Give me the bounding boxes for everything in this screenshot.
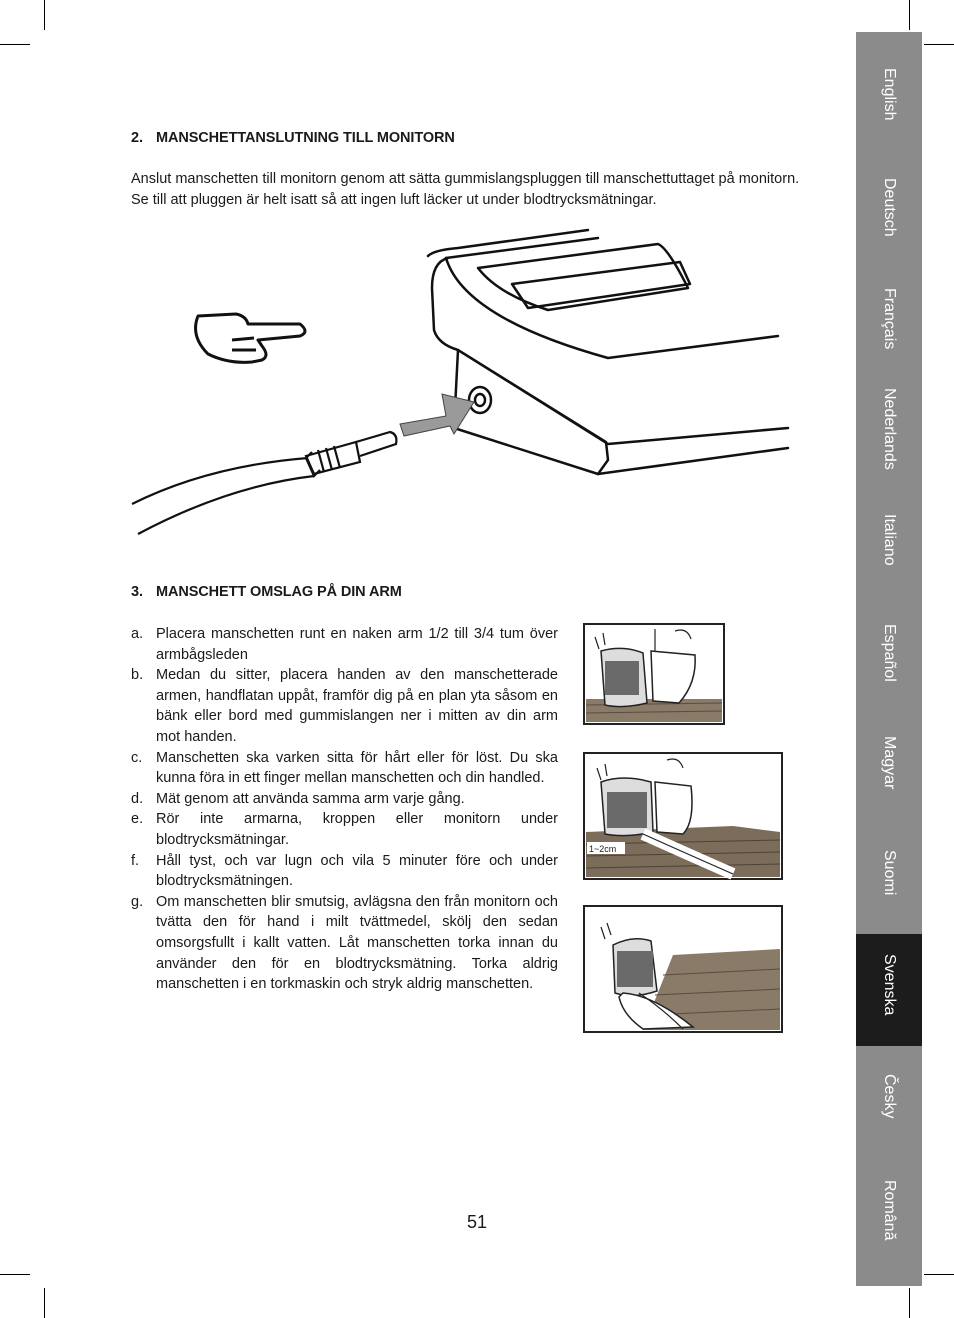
tab-label: Suomi [881, 850, 898, 896]
section-3-title: MANSCHETT OMSLAG PÅ DIN ARM [156, 584, 402, 600]
tab-francais[interactable] [856, 282, 922, 394]
list-item-text: Håll tyst, och var lugn och vila 5 minuter före och under blodtrycksmätningen. [156, 852, 558, 890]
section-3-number: 3. [131, 584, 143, 600]
cuff-placement-figure-2 [583, 752, 783, 880]
list-item [131, 624, 558, 665]
cuff-placement-figure-3 [583, 905, 783, 1033]
tab-italiano[interactable] [856, 508, 922, 620]
tab-label: Deutsch [881, 178, 898, 237]
tab-nederlands[interactable] [856, 382, 922, 494]
list-marker: b. [131, 667, 144, 684]
list-item [131, 851, 558, 892]
section-3-heading [131, 584, 402, 600]
list-marker: c. [131, 749, 143, 766]
list-marker: d. [131, 790, 144, 807]
cuff-placement-figure-1 [583, 623, 725, 725]
crop-mark [0, 1274, 30, 1275]
section-2-title: MANSCHETTANSLUTNING TILL MONITORN [156, 130, 455, 146]
section-2-number: 2. [131, 130, 143, 146]
tab-label: Français [881, 288, 898, 350]
list-marker: f. [131, 852, 140, 869]
tab-english[interactable] [856, 62, 922, 174]
page-number: 51 [466, 1212, 488, 1232]
tab-cesky[interactable] [856, 1068, 922, 1180]
list-item-text: Medan du sitter, placera handen av den manschetterade armen, handflatan uppåt, framför dig på en plan yta såsom en bänk eller bord med gummislangen ner i mitten av din arm mot handen. [156, 667, 558, 745]
instruction-list [131, 624, 558, 995]
list-item-text: Manschetten ska varken sitta för hårt eller för löst. Du ska kunna föra in ett finger mellan manschetten och din handled. [156, 749, 558, 787]
list-item-text: Mät genom att använda samma arm varje gång. [156, 790, 465, 807]
list-marker: e. [131, 811, 144, 828]
crop-mark [924, 1274, 954, 1275]
tab-espanol[interactable] [856, 618, 922, 730]
crop-mark [0, 44, 30, 45]
tab-label: Svenska [881, 954, 898, 1016]
tab-label: Česky [881, 1074, 898, 1119]
crop-mark [44, 0, 45, 30]
section-2-text: Anslut manschetten till monitorn genom att sätta gummislangspluggen till manschettuttaget på monitorn. Se till att pluggen är helt isatt så att ingen luft läcker ut under blodtrycksmätningar. [131, 171, 800, 208]
cuff-connection-illustration [128, 228, 818, 548]
language-tabs [856, 32, 922, 1286]
list-item-text: Om manschetten blir smutsig, avlägsna den från monitorn och tvätta den för hand i milt tvättmedel, skölj den sedan omsorgsfullt i kallt vatten. Låt manschetten torka innan du använder den för en blodtrycksmätning. Torka aldrig manschetten i en torkmaskin och stryk aldrig manschetten. [156, 893, 558, 993]
tab-label: Nederlands [881, 388, 898, 470]
list-item [131, 892, 558, 995]
crop-mark [924, 44, 954, 45]
crop-mark [909, 0, 910, 30]
crop-mark [44, 1288, 45, 1318]
tab-label: Română [881, 1180, 898, 1241]
tab-svenska[interactable] [856, 934, 922, 1046]
section-2-heading [131, 130, 455, 146]
tab-deutsch[interactable] [856, 172, 922, 284]
tab-label: Español [881, 624, 898, 682]
list-item-text: Rör inte armarna, kroppen eller monitorn under blodtrycksmätningar. [156, 811, 558, 848]
crop-mark [909, 1288, 910, 1318]
list-item [131, 789, 558, 810]
tab-magyar[interactable] [856, 730, 922, 842]
distance-label: 1~2cm [589, 844, 617, 854]
tab-label: English [881, 68, 898, 121]
list-marker: g. [131, 893, 144, 910]
list-marker: a. [131, 626, 144, 642]
list-item [131, 809, 558, 850]
tab-label: Magyar [881, 736, 898, 790]
list-item [131, 665, 558, 747]
list-item-text: Placera manschetten runt en naken arm 1/2 till 3/4 tum över armbågsleden [156, 626, 558, 663]
list-item [131, 748, 558, 789]
tab-label: Italiano [881, 514, 898, 566]
